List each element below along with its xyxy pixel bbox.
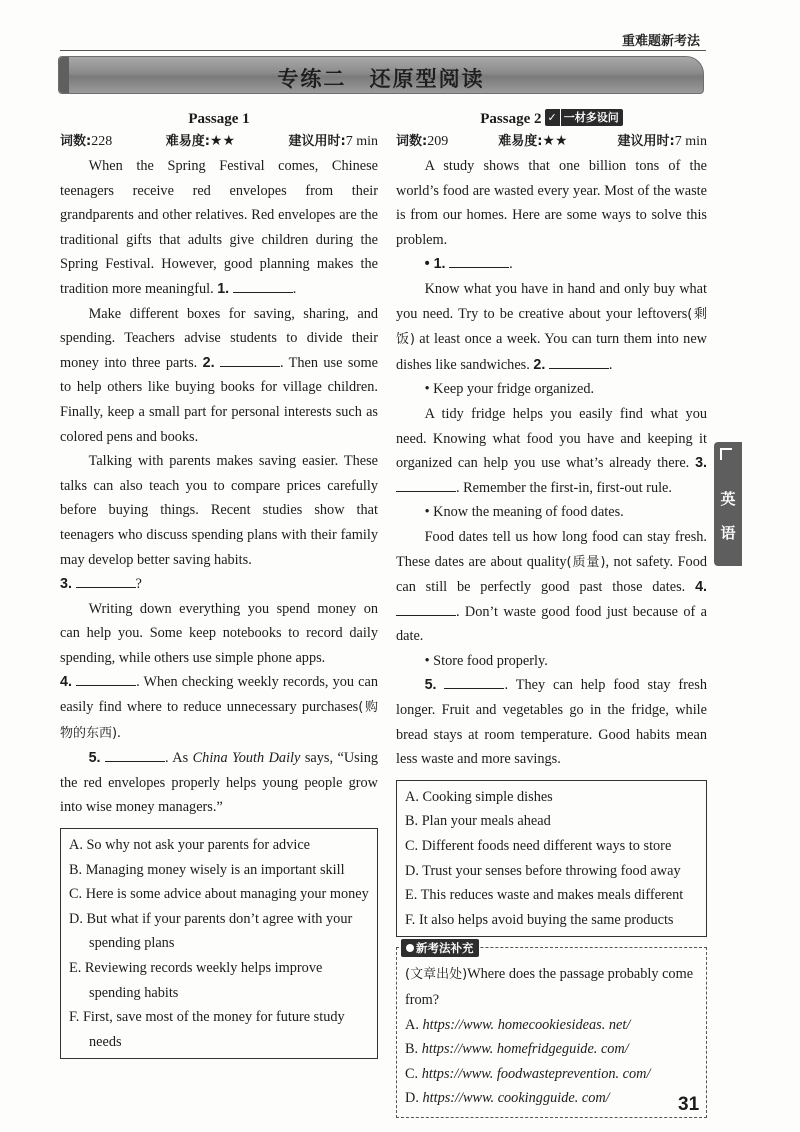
url-choice[interactable]: A. https://www. homecookiesideas. net/ <box>405 1016 631 1033</box>
page-number: 31 <box>678 1094 700 1115</box>
option-item: C. Here is some advice about managing your money <box>69 886 369 903</box>
url-choice[interactable]: C. https://www. foodwasteprevention. com/ <box>405 1065 651 1082</box>
suggested-time: 7 min <box>345 134 378 149</box>
passage-1 <box>60 108 378 1059</box>
paragraph: A tidy fridge helps you easily find what you need. Knowing what food you have and keeping it organized can help you use what’s already there. 3. . Remember the first-in, first-out rule. <box>396 405 708 496</box>
option-item: F. It also helps avoid buying the same products <box>405 911 674 928</box>
question-number: • 1. <box>424 256 446 273</box>
source-name: China Youth Daily <box>192 750 301 767</box>
answer-blank[interactable] <box>105 747 165 762</box>
question-number: 2. <box>202 354 215 371</box>
time-label: 建议用时: <box>617 134 675 149</box>
word-count: 228 <box>91 134 113 149</box>
passage-2-meta <box>396 130 707 154</box>
supplement-question: (文章出处)Where does the passage probably come from? <box>405 966 694 1008</box>
answer-blank[interactable] <box>444 674 504 689</box>
paragraph: When the Spring Festival comes, Chinese teenagers receive red envelopes from their grandparents and other relatives. Red envelopes are the traditional gifts that adults give children during the Spring Festival. However, good planning makes the tradition more meaningful. 1. . <box>60 158 378 297</box>
corner-mark-icon <box>720 448 732 460</box>
option-item: D. But what if your parents don’t agree with your spending plans <box>69 910 353 952</box>
question-number: 2. <box>533 356 546 373</box>
question-number: 3. <box>60 576 72 593</box>
paragraph: • Store food properly. <box>424 652 548 669</box>
question-number: 4. <box>695 579 707 596</box>
answer-blank[interactable] <box>449 253 509 268</box>
question-number: 5. <box>424 677 437 694</box>
passage-1-options <box>60 828 378 1059</box>
difficulty-stars: ★★ <box>542 134 568 149</box>
paragraph: 5. . They can help food stay fresh longer. Fruit and vegetables go in the fridge, while bread stays at room temperature. Good habits mean less waste and more savings. <box>396 673 707 771</box>
paragraph: A study shows that one billion tons of the world’s food are wasted every year. Most of the waste is from our homes. Here are some ways to solve this problem. <box>396 158 707 248</box>
passage-2-options <box>396 780 707 938</box>
side-tab-label: 语 <box>720 524 736 542</box>
time-label: 建议用时: <box>288 134 346 149</box>
new-exam-supplement <box>396 941 707 1118</box>
option-item: D. Trust your senses before throwing food away <box>405 862 681 879</box>
paragraph: 3. ? <box>60 572 378 597</box>
header-rule <box>60 50 706 51</box>
paragraph: Food dates tell us how long food can stay fresh. These dates are about quality(质量), not safety. Food can still be perfectly good past those dates. 4. . Don’t waste good food just because of a date. <box>396 528 707 645</box>
question-number: 5. <box>88 750 101 767</box>
option-item: B. Managing money wisely is an important skill <box>69 861 345 878</box>
option-item: E. This reduces waste and makes meals different <box>405 887 684 904</box>
option-item: F. First, save most of the money for future study needs <box>69 1009 345 1050</box>
paragraph: • 1. . <box>396 252 707 277</box>
url-choice[interactable]: B. https://www. homefridgeguide. com/ <box>405 1041 629 1058</box>
option-item: A. Cooking simple dishes <box>405 788 553 805</box>
difficulty-label: 难易度: <box>498 134 543 149</box>
subject-side-tab <box>714 442 742 566</box>
difficulty-stars: ★★ <box>209 134 236 149</box>
side-tab-label: 英 <box>720 490 736 508</box>
answer-blank[interactable] <box>76 573 136 588</box>
multi-question-badge: ✓ 一材多设问 <box>545 109 623 126</box>
header-tag: 重难题新考法 <box>621 34 700 49</box>
answer-blank[interactable] <box>233 278 293 293</box>
paragraph: • Keep your fridge organized. <box>424 381 595 398</box>
passage-2-body <box>396 154 707 772</box>
difficulty-label: 难易度: <box>165 134 210 149</box>
paragraph: 5. . As China Youth Daily says, “Using the red envelopes properly helps young people grow into wise money managers.” <box>60 746 378 820</box>
option-item: C. Different foods need different ways to store <box>405 838 672 855</box>
option-item: E. Reviewing records weekly helps improve spending habits <box>69 960 323 1001</box>
answer-blank[interactable] <box>396 477 456 492</box>
word-count-label: 词数: <box>396 134 428 149</box>
section-title: 专练二 还原型阅读 <box>277 67 485 91</box>
passage-2 <box>396 108 707 1118</box>
bulb-icon <box>406 944 414 952</box>
check-icon: ✓ <box>548 109 561 126</box>
question-number: 3. <box>695 455 708 472</box>
word-count: 209 <box>427 134 449 149</box>
supplement-tag: 新考法补充 <box>401 939 479 957</box>
passage-1-body <box>60 154 378 820</box>
passage-1-title: Passage 1 <box>188 111 250 127</box>
option-item: B. Plan your meals ahead <box>405 813 551 830</box>
paragraph: 4. . When checking weekly records, you can easily find where to reduce unnecessary purchases(购物的东西). <box>60 670 378 746</box>
question-number: 1. <box>217 280 230 297</box>
answer-blank[interactable] <box>549 354 609 369</box>
option-item: A. So why not ask your parents for advice <box>69 837 311 854</box>
paragraph: Talking with parents makes saving easier. These talks can also teach you to compare prices carefully before buying things. Recent studies show that teenagers who discuss spending plans with their family may develop better saving habits. <box>60 453 378 568</box>
url-choice[interactable]: D. https://www. cookingguide. com/ <box>405 1090 610 1107</box>
paragraph: Writing down everything you spend money on can help you. Some keep notebooks to record daily spending, while others use simple phone apps. <box>60 600 378 666</box>
section-banner <box>58 56 704 94</box>
answer-blank[interactable] <box>396 601 456 616</box>
word-count-label: 词数: <box>60 134 92 149</box>
passage-1-meta <box>60 130 378 154</box>
question-number: 4. <box>60 674 72 691</box>
passage-2-title: Passage 2 ✓ 一材多设问 <box>396 108 707 130</box>
answer-blank[interactable] <box>220 352 280 367</box>
paragraph: Know what you have in hand and only buy what you need. Try to be creative about your leftovers(剩饭) at least once a week. You can turn them into new dishes like sandwiches. 2. . <box>396 280 707 373</box>
paragraph: • Know the meaning of food dates. <box>424 504 624 521</box>
answer-blank[interactable] <box>76 671 136 686</box>
suggested-time: 7 min <box>674 134 707 149</box>
paragraph: Make different boxes for saving, sharing, and spending. Teachers advise students to divide their money into three parts. 2. . Then use some to help others like buying books for village children. Finally, keep a small part for personal interests such as colored pens and books. <box>60 305 379 445</box>
